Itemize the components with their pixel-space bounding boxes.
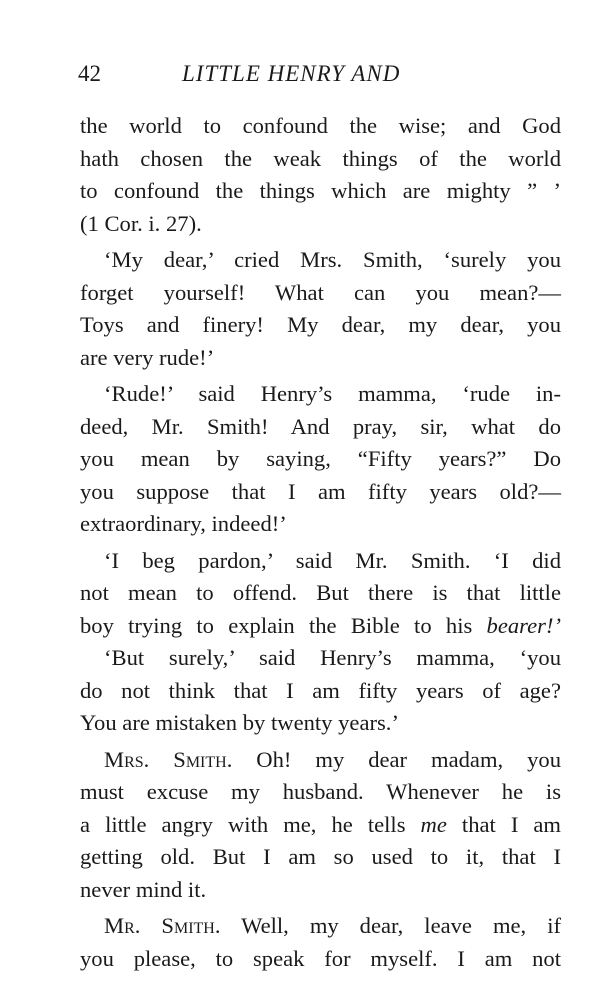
- text-line: extraordinary, indeed!’: [80, 511, 287, 536]
- body-text: [80, 110, 561, 975]
- page-header: [78, 56, 562, 92]
- text-line: ‘Rude!’ said Henry’s mamma, ‘rude in-: [104, 381, 561, 406]
- page-number: 42: [78, 61, 101, 86]
- text-line-composite: [80, 610, 561, 643]
- text-line: ‘But surely,’ said Henry’s mamma, ‘you: [104, 645, 561, 670]
- text-line-composite: [80, 910, 561, 943]
- text-line: ‘I beg pardon,’ said Mr. Smith. ‘I did: [104, 547, 561, 573]
- text-run: Well, my dear, leave me, if: [220, 913, 561, 938]
- text-line: must excuse my husband. Whenever he is: [80, 779, 561, 804]
- text-line: do not think that I am fifty years of age?: [80, 677, 561, 703]
- text-line: you please, to speak for myself. I am not: [80, 945, 561, 971]
- running-title: LITTLE HENRY AND: [182, 61, 401, 86]
- text-line: forget yourself! What can you mean?—: [80, 279, 561, 305]
- text-line: not mean to offend. But there is that little: [80, 580, 561, 605]
- text-line: you mean by saying, “Fifty years?” Do: [80, 446, 561, 471]
- text-line: (1 Cor. i. 27).: [80, 210, 202, 236]
- text-line: ‘My dear,’ cried Mrs. Smith, ‘surely you: [104, 247, 561, 272]
- emphasis-text: me: [420, 811, 447, 837]
- text-line: are very rude!’: [80, 344, 215, 370]
- text-line: Toys and finery! My dear, my dear, you: [80, 312, 561, 337]
- text-line-composite: [80, 744, 561, 777]
- text-run: a little angry with me, he tells: [80, 811, 421, 837]
- text-run: !’: [545, 612, 561, 638]
- text-run: Oh! my dear madam, you: [232, 746, 561, 772]
- text-line: deed, Mr. Smith! And pray, sir, what do: [80, 413, 561, 439]
- text-line: getting old. But I am so used to it, that I: [80, 844, 561, 869]
- text-line: never mind it.: [80, 876, 207, 902]
- text-line: You are mistaken by twenty years.’: [80, 710, 399, 735]
- text-line: hath chosen the weak things of the world: [80, 145, 561, 171]
- text-run: that I am: [446, 811, 561, 837]
- emphasis-text: bearer: [486, 612, 546, 638]
- text-line: to confound the things which are mighty ” ’: [80, 178, 561, 203]
- text-run: boy trying to explain the Bible to his: [80, 612, 487, 638]
- speaker-label: Mrs. Smith.: [104, 746, 233, 772]
- text-line: the world to confound the wise; and God: [80, 113, 561, 138]
- speaker-label: Mr. Smith.: [104, 913, 221, 938]
- text-line-composite: [80, 809, 561, 842]
- text-line: you suppose that I am fifty years old?—: [80, 478, 561, 504]
